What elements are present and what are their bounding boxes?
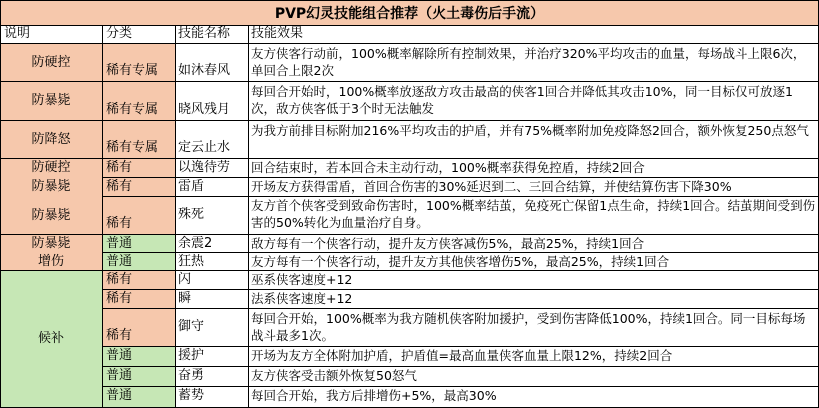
category-anti-burst-3: 防暴毙 xyxy=(31,207,71,223)
table-title: PVP幻灵技能组合推荐（火土毒伤后手流） xyxy=(0,0,819,25)
skill-name-cell: 奋勇 xyxy=(178,368,205,383)
rarity-cell: 稀有专属 xyxy=(106,140,159,155)
skill-name-cell: 瞬 xyxy=(178,291,192,306)
category-anti-burst-2: 防暴毙 xyxy=(31,179,71,194)
skill-name-cell: 晓风残月 xyxy=(178,102,231,117)
skill-name-cell: 蓄势 xyxy=(178,388,205,403)
skill-name-cell: 余震2 xyxy=(178,236,213,251)
skill-effect-cell: 回合结束时，若本回合未主动行动，100%概率获得免控盾，持续2回合 xyxy=(251,160,645,175)
skill-effect-cell: 敌方每有一个侠客行动，提升友方侠客减伤5%，最高25%，持续1回合 xyxy=(251,236,645,251)
rarity-cell: 普通 xyxy=(106,348,133,363)
category-anti-burst-4: 防暴毙 xyxy=(31,235,71,251)
header-effect: 技能效果 xyxy=(251,26,304,41)
skill-effect-cell: 每回合开始，100%概率为我方随机侠客附加援护，受到伤害降低100%，持续1回合。同一目标每场战斗最多1次。 xyxy=(251,311,806,343)
rarity-cell: 稀有 xyxy=(106,291,133,306)
rarity-cell: 稀有 xyxy=(106,328,133,343)
category-anti-burst-1: 防暴毙 xyxy=(31,93,71,108)
skill-effect-cell: 友方首个侠客受到致命伤害时，100%概率结茧，免疫死亡保留1点生命，持续1回合。结茧期间受到伤害的50%转化为血量治疗自身。 xyxy=(251,198,816,230)
skill-name-cell: 闪 xyxy=(178,272,192,287)
skill-name-cell: 如沐春风 xyxy=(178,63,231,78)
skill-effect-cell: 开场为友方全体附加护盾，护盾值=最高血量侠客血量上限12%，持续2回合 xyxy=(251,348,673,363)
header-note: 说明 xyxy=(4,26,31,41)
rarity-cell: 稀有 xyxy=(106,216,133,231)
category-damage-boost: 增伤 xyxy=(37,253,64,269)
rarity-cell: 普通 xyxy=(106,254,133,269)
skill-name-cell: 御守 xyxy=(178,319,205,334)
rarity-cell: 普通 xyxy=(106,236,133,251)
rarity-cell: 稀有 xyxy=(106,179,133,194)
rarity-cell: 稀有 xyxy=(106,160,133,175)
skill-effect-cell: 每回合开始，我方后排增伤+5%，最高30% xyxy=(251,388,497,403)
rarity-cell: 普通 xyxy=(106,368,133,383)
skill-name-cell: 殊死 xyxy=(178,207,205,222)
skill-effect-cell: 法系侠客速度+12 xyxy=(251,291,353,306)
skill-effect-cell: 巫系侠客速度+12 xyxy=(251,272,353,287)
category-anti-rage-drain: 防降怒 xyxy=(31,131,71,147)
category-anti-control-2: 防硬控 xyxy=(31,160,71,175)
rarity-cell: 稀有 xyxy=(106,272,133,287)
category-anti-control-1: 防硬控 xyxy=(31,54,71,70)
header-skill-name: 技能名称 xyxy=(178,26,231,41)
rarity-cell: 稀有专属 xyxy=(106,63,159,78)
skill-name-cell: 雷盾 xyxy=(178,179,205,194)
rarity-cell: 普通 xyxy=(106,388,133,403)
skill-name-cell: 援护 xyxy=(178,348,205,363)
category-standby: 候补 xyxy=(37,331,64,346)
skill-effect-cell: 为我方前排目标附加216%平均攻击的护盾，并有75%概率附加免疫降怒2回合，额外恢复250点怒气 xyxy=(251,123,809,138)
skill-name-cell: 狂热 xyxy=(178,254,205,269)
skill-effect-cell: 每回合开始时，100%概率放逐敌方攻击最高的侠客1回合并降低其攻击10%，同一目标仅可放逐1次，敌方侠客低于3个时无法触发 xyxy=(251,84,793,116)
skill-effect-cell: 友方每有一个侠客行动，提升友方其他侠客增伤5%，最高25%，持续1回合 xyxy=(251,254,670,269)
skill-name-cell: 定云止水 xyxy=(178,140,231,155)
header-type: 分类 xyxy=(106,26,133,41)
skill-name-cell: 以逸待劳 xyxy=(178,160,231,175)
skill-effect-cell: 友方侠客受击额外恢复50怒气 xyxy=(251,368,417,383)
skill-effect-cell: 开场友方获得雷盾，首回合伤害的30%延迟到二、三回合结算，并使结算伤害下降30% xyxy=(251,179,732,194)
skill-effect-cell: 友方侠客行动前，100%概率解除所有控制效果，并治疗320%平均攻击的血量，每场战斗上限6次，单回合上限2次 xyxy=(251,46,806,78)
rarity-cell: 稀有专属 xyxy=(106,102,159,117)
